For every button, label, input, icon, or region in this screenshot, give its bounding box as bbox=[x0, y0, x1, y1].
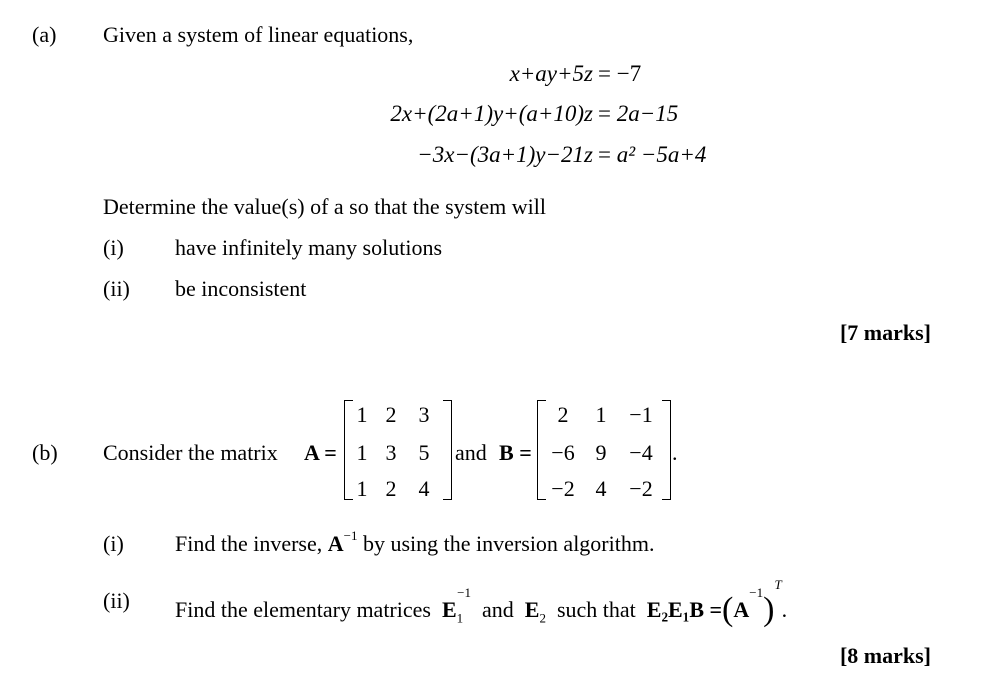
product-expression: E₂E₁B bbox=[646, 597, 704, 622]
equation-3-eq: = a² −5a+4 bbox=[598, 142, 707, 167]
equation-2-eq: = 2a−15 bbox=[598, 101, 679, 126]
part-b-item-i-text: Find the inverse, $A^{-1}$ by using the inversion algorithm. bbox=[175, 528, 655, 556]
matrix-a-cell: 1 bbox=[356, 476, 368, 501]
matrix-a-cell: 5 bbox=[418, 440, 430, 465]
part-b-item-ii-text: Find the elementary matrices $E_1^{-1}$ and $E_2$ such that $E_2E_1B =(A^{-1})^T$. bbox=[175, 577, 788, 628]
matrix-a-cell: 3 bbox=[385, 440, 397, 465]
part-b-marks: [8 marks] bbox=[839, 643, 931, 668]
matrix-b-cell: 2 bbox=[557, 402, 569, 427]
part-a-question: Determine the value(s) of a so that the system will bbox=[103, 194, 546, 219]
matrix-b-right-bracket bbox=[662, 400, 671, 500]
equation-2-rhs: 2a−15 bbox=[616, 101, 679, 126]
matrix-a-cell: 2 bbox=[385, 402, 397, 427]
matrix-a bbox=[344, 400, 452, 500]
matrix-b-cell: 4 bbox=[595, 476, 607, 501]
matrix-b bbox=[537, 400, 671, 500]
matrix-b-cell: −2 bbox=[629, 476, 653, 501]
and-connector: and bbox=[455, 440, 487, 465]
part-a-item-ii-text: be inconsistent bbox=[175, 276, 307, 301]
part-a-item-i-text: have infinitely many solutions bbox=[175, 235, 443, 260]
part-a-marks: [7 marks] bbox=[839, 320, 931, 345]
part-b-item-ii-num: (ii) bbox=[103, 588, 130, 613]
sentence-period: . bbox=[672, 440, 678, 465]
equation-1-rhs: −7 bbox=[616, 61, 642, 86]
matrix-b-symbol: B = bbox=[499, 440, 532, 465]
matrix-a-cell: 1 bbox=[356, 402, 368, 427]
equation-1-lhs: x+ay+5z bbox=[509, 61, 593, 86]
part-b-intro: Consider the matrix bbox=[103, 440, 278, 465]
equation-1-eq: = −7 bbox=[598, 61, 642, 86]
part-a-item-i-num: (i) bbox=[103, 235, 124, 260]
matrix-b-cell: 9 bbox=[595, 440, 607, 465]
equation-3-rhs: a² −5a+4 bbox=[616, 142, 707, 167]
part-a-intro: Given a system of linear equations, bbox=[103, 22, 414, 47]
matrix-a-cell: 3 bbox=[418, 402, 430, 427]
part-a-label: (a) bbox=[32, 22, 57, 47]
matrix-a-cell: 4 bbox=[418, 476, 430, 501]
part-b-item-i-num: (i) bbox=[103, 531, 124, 556]
part-a-item-ii-num: (ii) bbox=[103, 276, 130, 301]
matrix-a-cell: 1 bbox=[356, 440, 368, 465]
equation-3-lhs: −3x−(3a+1)y−21z bbox=[417, 142, 593, 167]
matrix-b-cell: 1 bbox=[595, 402, 607, 427]
matrix-b-cell: −1 bbox=[629, 402, 653, 427]
matrix-a-symbol: A = bbox=[304, 440, 337, 465]
part-b-label: (b) bbox=[32, 440, 58, 465]
matrix-a-right-bracket bbox=[443, 400, 452, 500]
matrix-a-cell: 2 bbox=[385, 476, 397, 501]
inverse-symbol: A bbox=[327, 531, 344, 556]
matrix-b-cell: −6 bbox=[551, 440, 575, 465]
matrix-b-cell: −4 bbox=[629, 440, 653, 465]
matrix-b-cell: −2 bbox=[551, 476, 575, 501]
equation-2-lhs: 2x+(2a+1)y+(a+10)z bbox=[390, 101, 593, 126]
